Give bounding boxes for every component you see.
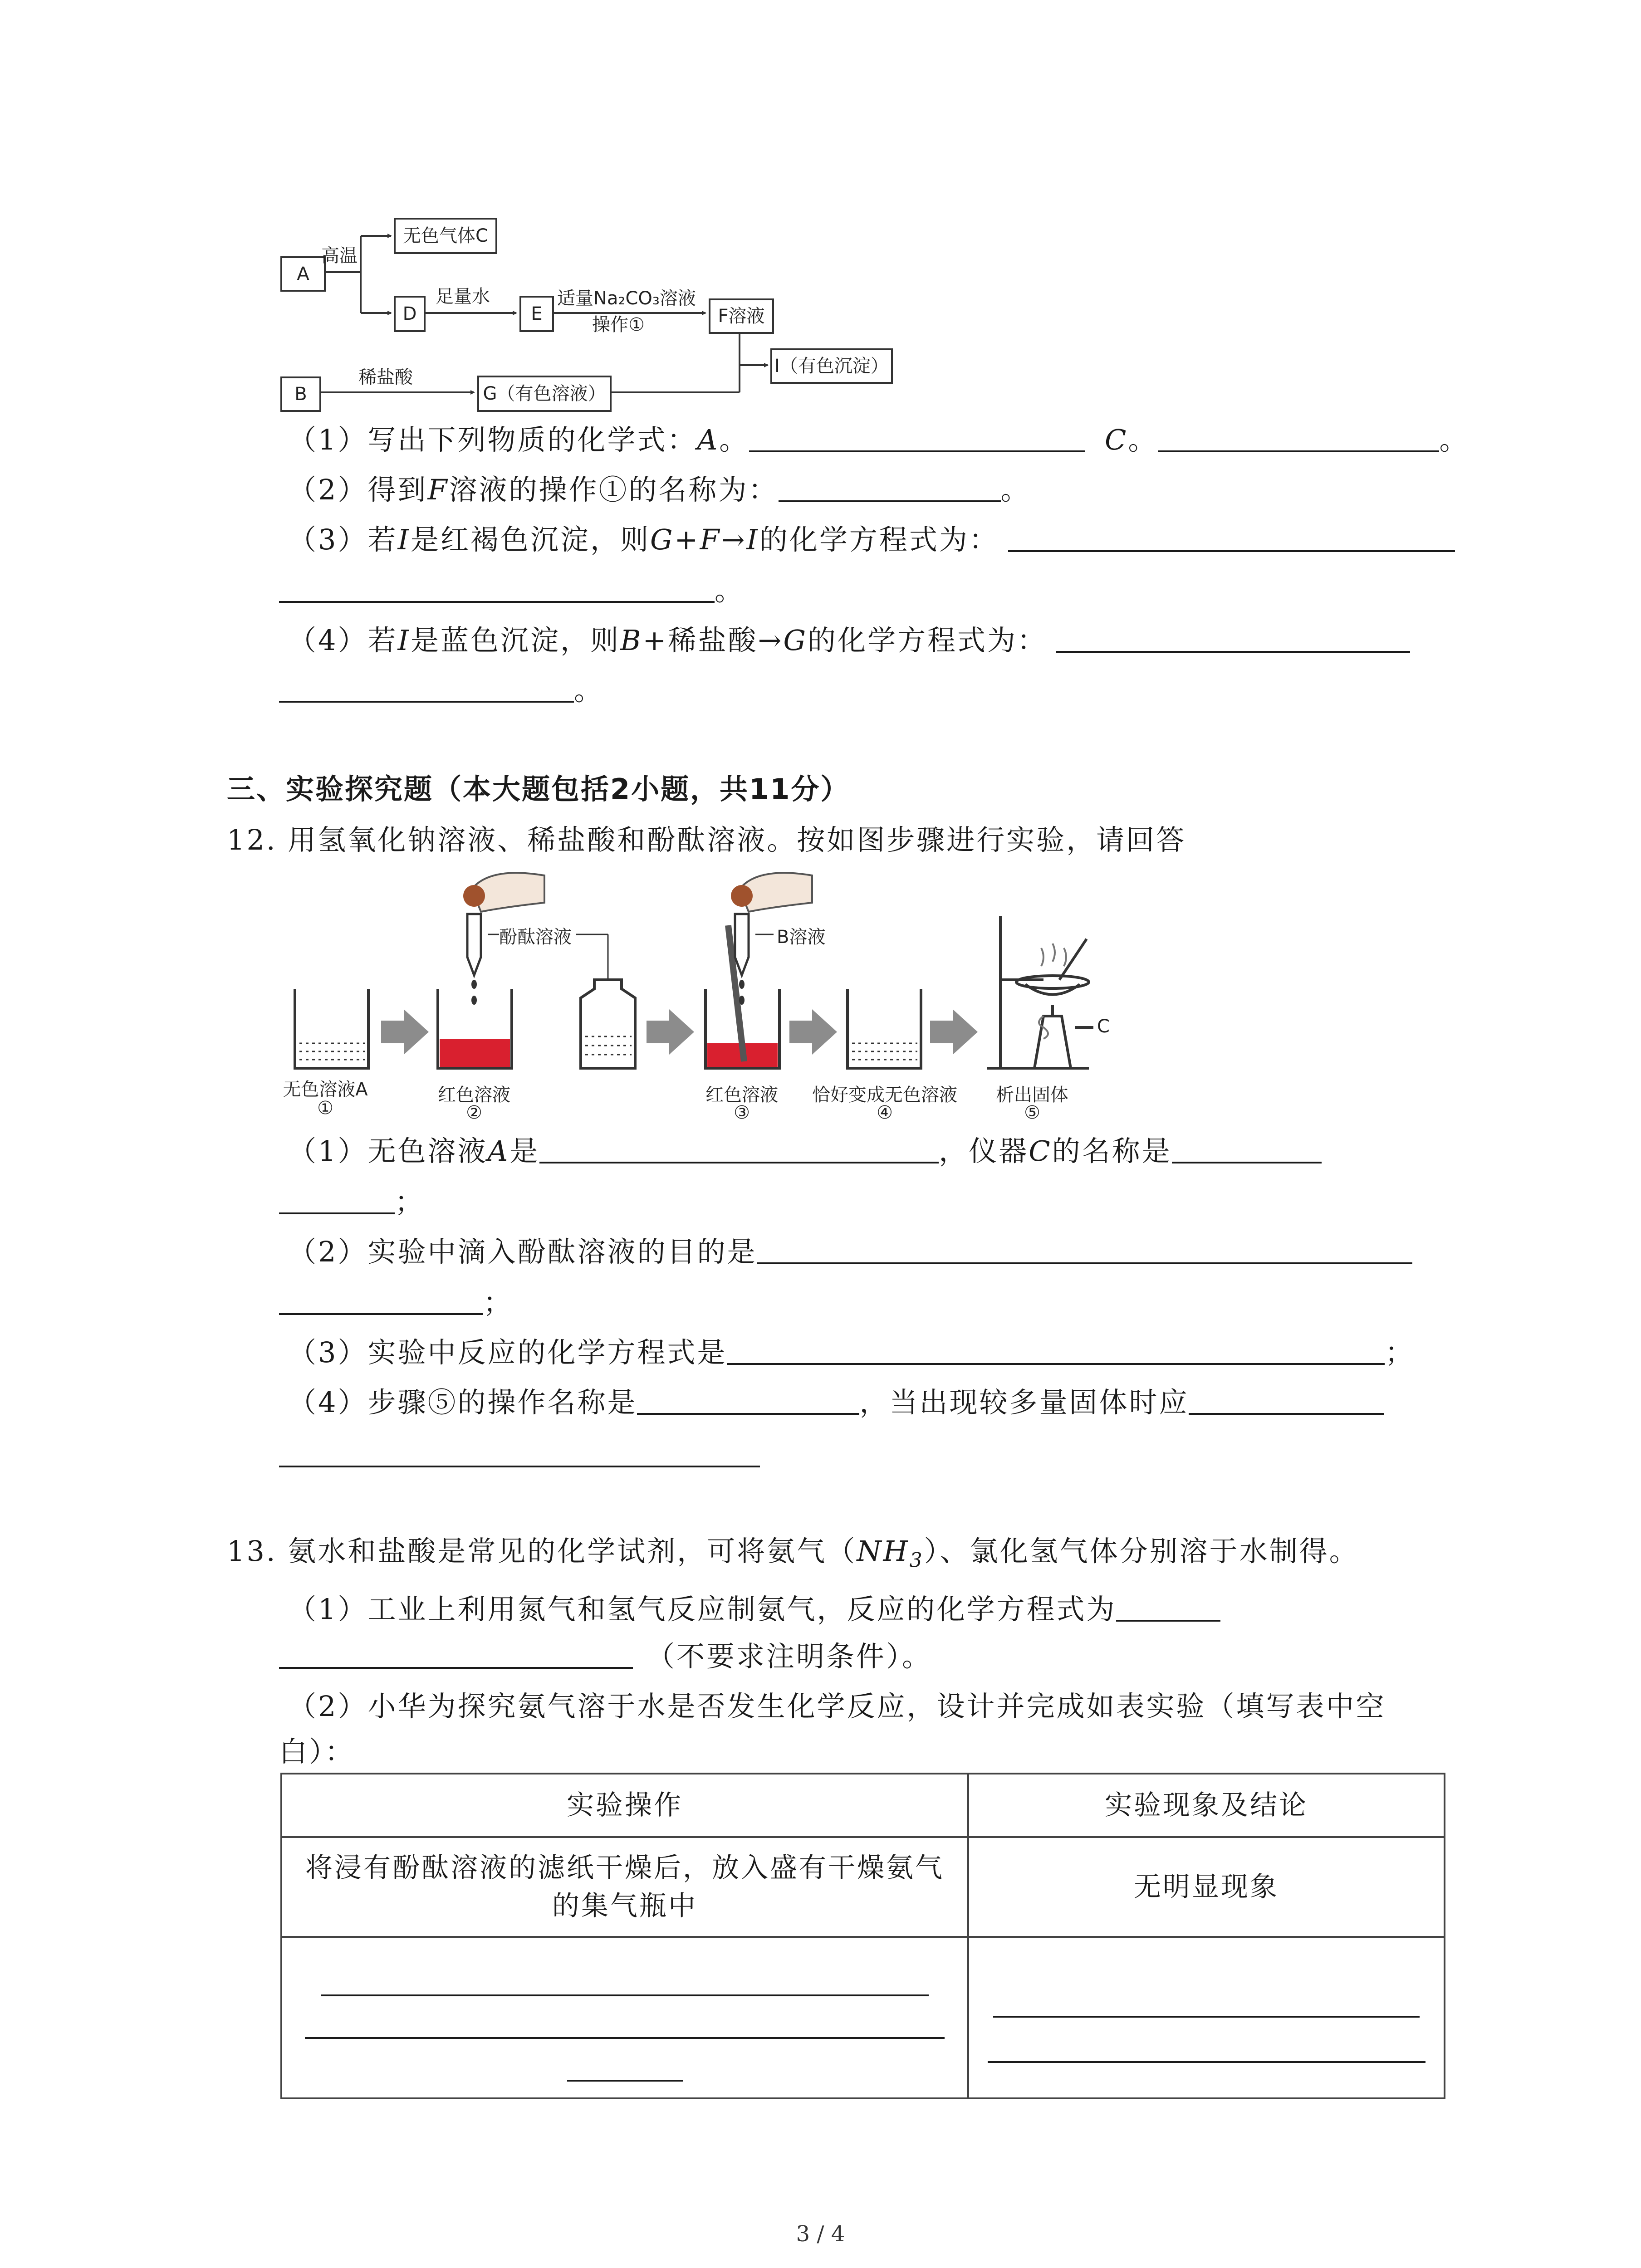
box-a: A	[280, 256, 326, 292]
dropper-1	[467, 914, 481, 975]
q12-answer-c-1[interactable]	[1172, 1134, 1322, 1163]
box-c: 无色气体C	[394, 218, 497, 254]
q13-stem: 13. 氨水和盐酸是常见的化学试剂，可将氨气$(NH_3)$、氯化氢气体分别溶于水制得。	[227, 1535, 1359, 1572]
iron-stand	[987, 916, 1093, 1068]
q12-part1: （1）无色溶液A是 ，仪器C的名称是	[288, 1133, 1322, 1169]
reagent-bottle	[581, 980, 635, 1068]
q11-part3-cont: 。	[279, 572, 745, 609]
q13-answer-eq-2[interactable]	[279, 1640, 633, 1669]
caption-3: 红色溶液	[705, 1085, 778, 1105]
q12-answer-purpose-2[interactable]	[279, 1286, 483, 1315]
q11-part2: （2）得到F溶液的操作①的名称为： 。	[288, 473, 1031, 506]
label-na2co3: 适量Na₂CO₃溶液	[557, 288, 696, 309]
table-cell-result-1: 无明显现象	[968, 1837, 1445, 1937]
box-g: G（有色溶液）	[477, 376, 612, 412]
table-header-row	[281, 1774, 1445, 1837]
table-answer-op-2[interactable]	[305, 1996, 945, 2039]
arrow-4	[930, 1009, 978, 1055]
label-hcl: 稀盐酸	[358, 367, 413, 388]
box-i: I（有色沉淀）	[770, 348, 893, 384]
q12-answer-equation[interactable]	[727, 1336, 1385, 1365]
table-answer-res-1[interactable]	[993, 1972, 1420, 2018]
q12-part4-cont	[279, 1437, 760, 1473]
q12-answer-a[interactable]	[539, 1134, 939, 1163]
q11-part3: （3）若I是红褐色沉淀，则G+F→I的化学方程式为：	[288, 522, 1455, 558]
q12-part4: （4）步骤⑤的操作名称是 ，当出现较多量固体时应	[288, 1384, 1384, 1421]
q11-part1: （1）写出下列物质的化学式：A。 C。 。	[288, 423, 1470, 456]
table-row	[281, 1837, 1445, 1937]
caption-num-4: ④	[877, 1102, 893, 1123]
box-b: B	[280, 376, 321, 412]
q13-part2: （2）小华为探究氨气溶于水是否发生化学反应，设计并完成如表实验（填写表中空	[288, 1690, 1386, 1723]
label-op1: 操作①	[592, 314, 645, 335]
label-phenolphthalein: 酚酞溶液	[499, 927, 572, 948]
q11-part4-cont: 。	[279, 672, 604, 709]
caption-num-1: ①	[317, 1098, 333, 1119]
caption-1: 无色溶液A	[283, 1079, 368, 1100]
label-b-solution: B溶液	[777, 927, 826, 948]
arrow-3	[789, 1009, 837, 1055]
beaker-4	[847, 989, 921, 1068]
q12-answer-when-1[interactable]	[1189, 1386, 1384, 1415]
dropper-2	[735, 914, 749, 975]
q11-part4: （4）若I是蓝色沉淀，则B+稀盐酸→G的化学方程式为：	[288, 622, 1410, 659]
q12-part2: （2）实验中滴入酚酞溶液的目的是	[288, 1234, 1412, 1270]
caption-4: 恰好变成无色溶液	[812, 1085, 957, 1105]
q12-answer-c-2[interactable]	[279, 1185, 395, 1214]
red-solution-2	[440, 1039, 510, 1067]
table-head-operation: 实验操作	[281, 1774, 968, 1837]
q13-part1: （1）工业上利用氮气和氢气反应制氨气，反应的化学方程式为	[288, 1591, 1220, 1628]
beaker-1	[295, 989, 368, 1068]
table-cell-result-2	[968, 1937, 1445, 2098]
q12-answer-op-name[interactable]	[637, 1386, 859, 1415]
dropper-bulb-2	[731, 885, 753, 907]
q13-part2-cont: 白）：	[279, 1735, 355, 1768]
arrow-1	[381, 1009, 429, 1055]
box-e: E	[519, 296, 554, 332]
table-answer-res-2[interactable]	[988, 2018, 1425, 2063]
q12-part3: （3）实验中反应的化学方程式是 ；	[288, 1336, 1415, 1369]
caption-num-3: ③	[734, 1102, 750, 1123]
caption-5: 析出固体	[996, 1085, 1068, 1105]
table-row	[281, 1937, 1445, 2098]
page-number: 3 / 4	[796, 2221, 845, 2247]
arrow-2	[647, 1009, 694, 1055]
q13-part1-cont: （不要求注明条件）。	[279, 1638, 932, 1675]
box-f: F溶液	[709, 298, 774, 334]
q13-answer-eq-1[interactable]	[1116, 1593, 1220, 1622]
dropper-bulb-1	[463, 885, 485, 907]
box-d: D	[394, 296, 426, 332]
caption-2: 红色溶液	[438, 1085, 510, 1105]
section3-title: 三、实验探究题（本大题包括2小题，共11分）	[227, 772, 850, 806]
table-answer-op-1[interactable]	[321, 1954, 929, 1996]
caption-num-2: ②	[466, 1102, 482, 1123]
q12-answer-purpose-1[interactable]	[757, 1235, 1412, 1264]
label-c: C	[1097, 1016, 1110, 1037]
table-cell-operation-1: 将浸有酚酞溶液的滤纸干燥后，放入盛有干燥氨气 的集气瓶中	[281, 1837, 968, 1937]
experiment-table	[280, 1773, 1445, 2099]
q12-answer-when-2[interactable]	[279, 1438, 760, 1467]
label-water: 足量水	[436, 286, 490, 307]
q12-part1-cont: ；	[279, 1184, 425, 1220]
q12-stem: 12. 用氢氧化钠溶液、稀盐酸和酚酞溶液。按如图步骤进行实验，请回答	[227, 823, 1186, 856]
caption-num-5: ⑤	[1024, 1102, 1040, 1123]
table-cell-operation-2	[281, 1937, 968, 2098]
table-answer-op-3[interactable]	[567, 2039, 683, 2082]
table-head-result: 实验现象及结论	[968, 1774, 1445, 1837]
label-high-temp: 高温	[321, 245, 358, 266]
q12-part2-cont: ；	[279, 1285, 513, 1321]
